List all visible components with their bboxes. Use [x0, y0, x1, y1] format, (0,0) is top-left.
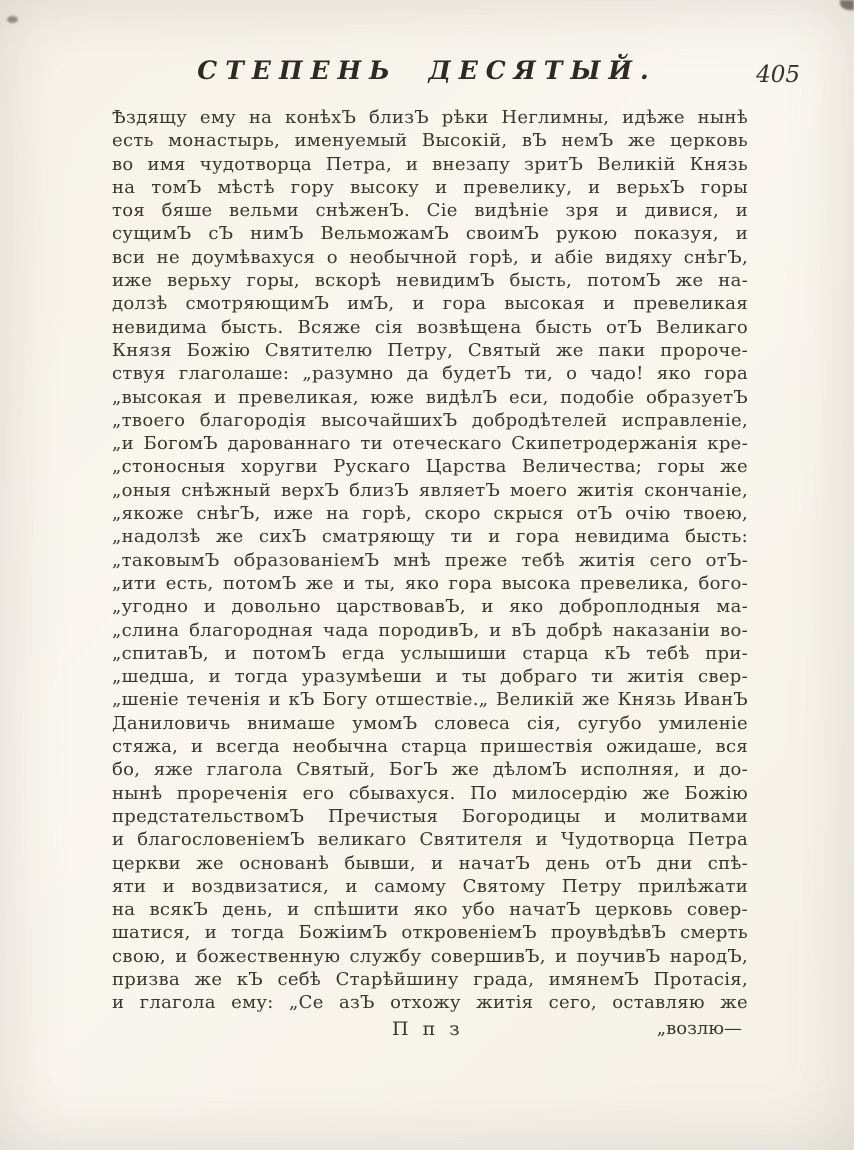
text-line: Ѣздящу ему на конѣхЪ близЪ рѣки Неглимны, идѣже нынѣ: [112, 107, 748, 128]
text-line: во имя чудотворца Петра, и внезапу зритЪ Великій Князь: [112, 153, 748, 175]
text-line: яти и воздвизатися, и самому Святому Петру прилѣжати: [112, 875, 748, 897]
text-line: долзѣ смотряющимЪ имЪ, и гора высокая и превеликая: [112, 293, 748, 315]
text-line: „шедша, и тогда уразумѣеши и ты добраго ти житія свер-: [112, 666, 748, 688]
text-line: „слина благородная чада породивЪ, и вЪ добрѣ наказаніи во-: [112, 619, 748, 641]
text-line: „шеніе теченія и кЪ Богу отшествіе.„ Великій же Князь ИванЪ: [112, 689, 748, 711]
text-line: есть монастырь, именуемый Высокій, вЪ немЪ же церковь: [112, 130, 748, 152]
text-line: предстательствомЪ Пречистыя Богородицы и молитвами: [112, 805, 748, 827]
page-number: 405: [756, 62, 800, 88]
text-line: Даниловичь внимаше умомЪ словеса сія, сугубо умиленіе: [112, 712, 748, 734]
text-line: церкви же основанѣ бывши, и начатЪ день отЪ дни спѣ-: [112, 852, 748, 874]
text-line: и благословеніемЪ великаго Святителя и Чудотворца Петра: [112, 829, 748, 851]
text-line: „оныя снѣжный верхЪ близЪ являетЪ моего житія скончаніе,: [112, 479, 748, 501]
text-line: „якоже снѣгЪ, иже на горѣ, скоро скрыся отЪ очію твоею,: [112, 503, 748, 525]
text-line: тоя бяше вельми снѣженЪ. Сіе видѣніе зря и дивися, и: [112, 200, 748, 222]
text-line: на всякЪ день, и спѣшити яко убо начатЪ церковь совер-: [112, 899, 748, 921]
text-line: „высокая и превеликая, юже видѣлЪ еси, подобіе образуетЪ: [112, 386, 748, 408]
text-line: „и БогомЪ дарованнаго ти отеческаго Скипетродержанія кре-: [112, 433, 748, 455]
text-line: бо, яже глагола Святый, БогЪ же дѣломЪ исполняя, и до-: [112, 759, 748, 781]
text-line: „таковымЪ образованіемЪ мнѣ преже тебѣ житія сего отЪ-: [112, 549, 748, 571]
page-title: СТЕПЕНЬ ДЕСЯТЫЙ.: [197, 56, 657, 85]
text-line: „угодно и довольно царствовавЪ, и яко доброплодныя ма-: [112, 596, 748, 618]
text-line: ствуя глаголаше: „разумно да будетЪ ти, о чадо! яко гора: [112, 363, 748, 385]
text-line: „стоносныя хоругви Рускаго Царства Величества; горы же: [112, 456, 748, 478]
text-line: „спитавЪ, и потомЪ егда услышиши старца кЪ тебѣ при-: [112, 642, 748, 664]
text-line: иже верьху горы, вскорѣ невидимЪ бысть, потомЪ же на-: [112, 270, 748, 292]
page-footer: [112, 1018, 748, 1044]
text-line: невидима бысть. Всяже сія возвѣщена бысть отЪ Великаго: [112, 316, 748, 338]
text-line: вси не доумѣвахуся о необычной горѣ, и абіе видяху снѣгЪ,: [112, 246, 748, 268]
text-line: „ити есть, потомЪ же и ты, яко гора высока превелика, бого-: [112, 572, 748, 594]
body-text-block: [112, 106, 748, 1015]
text-line: сущимЪ сЪ нимЪ ВельможамЪ своимЪ рукою показуя, и: [112, 223, 748, 245]
scan-artifact-top-right: [840, 0, 854, 10]
text-line: свою, и божественную службу совершивЪ, и поучивЪ народЪ,: [112, 945, 748, 967]
text-line: нынѣ прореченія его сбывахуся. По милосердію же Божію: [112, 782, 748, 804]
text-line: призва же кЪ себѣ Старѣйшину града, имянемЪ Протасія,: [112, 968, 748, 990]
text-line: и глагола ему: „Се азЪ отхожу житія сего, оставляю же: [112, 992, 748, 1014]
text-line: на томЪ мѣстѣ гору высоку и превелику, и верьхЪ горы: [112, 176, 748, 198]
text-line: стяжа, и всегда необычна старца пришествія ожидаше, вся: [112, 736, 748, 758]
text-line: „надолзѣ же сихЪ сматряющу ти и гора невидима бысть:: [112, 526, 748, 548]
scan-artifact-top-left: [7, 16, 18, 23]
text-line: „твоего благородія высочайшихЪ добродѣтелей исправленіе,: [112, 409, 748, 431]
catchword: „возлю—: [656, 1018, 742, 1039]
text-line: Князя Божію Святителю Петру, Святый же паки пророче-: [112, 339, 748, 361]
signature-mark: П п з: [392, 1018, 464, 1040]
text-line: шатися, и тогда БожіимЪ откровеніемЪ проувѣдѣвЪ смерть: [112, 922, 748, 944]
